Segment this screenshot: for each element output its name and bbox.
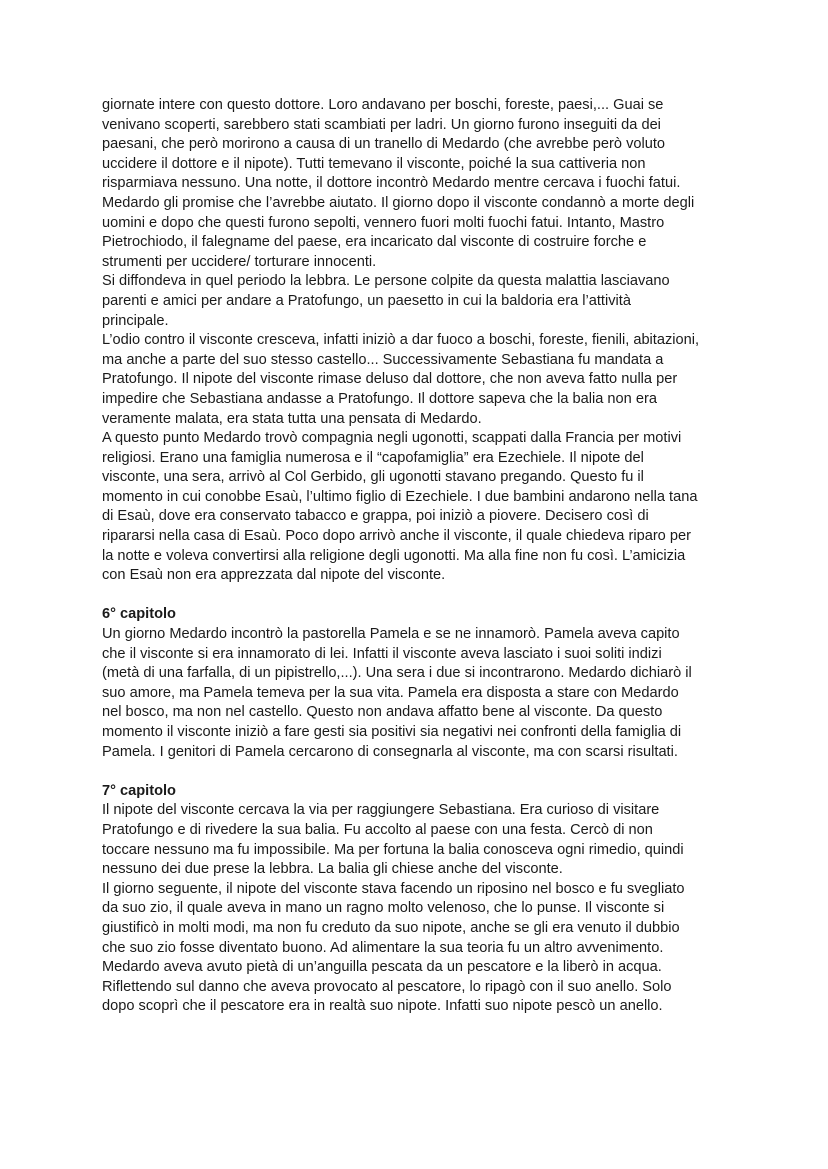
- chapter-heading: 7° capitolo: [102, 782, 176, 799]
- text-line: ma anche a parte del suo stesso castello... Successivamente Sebastiana fu mandata a: [102, 351, 664, 368]
- text-line: con Esaù non era apprezzata dal nipote del visconte.: [102, 567, 446, 584]
- paragraph: [102, 331, 742, 429]
- text-line: Il nipote del visconte cercava la via per raggiungere Sebastiana. Era curioso di visitare: [102, 802, 660, 819]
- text-line: A questo punto Medardo trovò compagnia negli ugonotti, scappati dalla Francia per motivi: [102, 430, 682, 447]
- text-line: la notte e voleva convertirsi alla religione degli ugonotti. Ma alla fine non fu così. L’amicizia: [102, 547, 686, 564]
- text-line: strumenti per uccidere/ torturare innocenti.: [102, 253, 377, 270]
- text-line: uccidere il dottore e il nipote). Tutti temevano il visconte, poiché la sua cattiveria non: [102, 155, 646, 172]
- text-line: che il visconte si era innamorato di lei. Infatti il visconte aveva lasciato i suoi soliti indizi: [102, 645, 662, 662]
- text-line: ripararsi nella casa di Esaù. Poco dopo arrivò anche il visconte, il quale chiedeva riparo per: [102, 528, 691, 545]
- text-line: visconte, una sera, arrivò al Col Gerbido, gli ugonotti stavano pregando. Questo fu il: [102, 469, 644, 486]
- paragraph: [102, 429, 742, 586]
- text-line: giornate intere con questo dottore. Loro andavano per boschi, foreste, paesi,... Guai se: [102, 97, 664, 113]
- paragraph: [102, 625, 742, 762]
- section: [102, 586, 742, 762]
- paragraph: [102, 96, 742, 272]
- text-line: Pietrochiodo, il falegname del paese, era incaricato dal visconte di costruire forche e: [102, 234, 647, 251]
- text-line: nessuno dei due prese la lebbra. La balia gli chiese anche del visconte.: [102, 861, 563, 878]
- paragraph: [102, 880, 742, 1017]
- text-line: dopo scoprì che il pescatore era in realtà suo nipote. Infatti suo nipote pescò un anello.: [102, 998, 663, 1015]
- text-line: impedire che Sebastiana andasse a Pratofungo. Il dottore sapeva che la balia non era: [102, 390, 657, 407]
- chapter-heading: 6° capitolo: [102, 606, 176, 623]
- text-line: che suo zio fosse diventato buono. Ad alimentare la sua teoria fu un altro avvenimento.: [102, 939, 664, 956]
- text-line: L’odio contro il visconte cresceva, infatti iniziò a dar fuoco a boschi, foreste, fienili, abitazioni,: [102, 332, 700, 349]
- text-line: momento in cui conobbe Esaù, l’ultimo figlio di Ezechiele. I due bambini andarono nella tana: [102, 488, 698, 505]
- text-line: Pamela. I genitori di Pamela cercarono di consegnarla al visconte, ma con scarsi risultati.: [102, 743, 678, 760]
- text-line: paesani, che però morirono a causa di un tranello di Medardo (che avrebbe però voluto: [102, 136, 666, 153]
- text-line: uomini e dopo che questi furono sepolti, vennero fuori molti fuochi fatui. Intanto, Mastro: [102, 214, 665, 231]
- paragraph: [102, 272, 742, 331]
- blank-line: [102, 586, 742, 606]
- section: [102, 762, 742, 1017]
- text-line: venivano scoperti, sarebbero stati scambiati per ladri. Un giorno furono inseguiti da dei: [102, 116, 661, 133]
- text-line: nel bosco, ma non nel castello. Questo non andava affatto bene al visconte. Da questo: [102, 704, 663, 721]
- text-line: Medardo gli promise che l’avrebbe aiutato. Il giorno dopo il visconte condannò a morte degli: [102, 194, 695, 211]
- text-line: di Esaù, dove era conservato tabacco e grappa, poi iniziò a piovere. Decisero così di: [102, 508, 649, 525]
- text-line: veramente malata, era stata tutta una pensata di Medardo.: [102, 410, 482, 427]
- text-line: parenti e amici per andare a Pratofungo, un paesetto in cui la baldoria era l’attività: [102, 292, 631, 309]
- text-line: religiosi. Erano una famiglia numerosa e il “capofamiglia” era Ezechiele. Il nipote del: [102, 449, 644, 466]
- text-line: Un giorno Medardo incontrò la pastorella Pamela e se ne innamorò. Pamela aveva capito: [102, 626, 680, 643]
- text-line: giustificò in molti modi, ma non fu creduto da suo nipote, anche se gli era venuto il dubbio: [102, 919, 680, 936]
- text-line: Pratofungo e di rivedere la sua balia. Fu accolto al paese con una festa. Cercò di non: [102, 821, 653, 838]
- text-line: Il giorno seguente, il nipote del visconte stava facendo un riposino nel bosco e fu svegliato: [102, 880, 685, 897]
- text-line: da suo zio, il quale aveva in mano un ragno molto velenoso, che lo punse. Il visconte si: [102, 900, 665, 917]
- text-line: toccare nessuno ma fu impossibile. Ma per fortuna la balia conosceva ogni rimedio, quindi: [102, 841, 684, 858]
- section: [102, 96, 742, 586]
- text-line: suo amore, ma Pamela temeva per la sua vita. Pamela era disposta a stare con Medardo: [102, 684, 679, 701]
- text-line: risparmiava nessuno. Una notte, il dottore incontrò Medardo mentre cercava i fuochi fatui.: [102, 175, 681, 192]
- text-line: (metà di una farfalla, di un pipistrello,...). Una sera i due si incontrarono. Medardo dichiarò il: [102, 665, 692, 682]
- text-line: principale.: [102, 312, 169, 329]
- text-line: Riflettendo sul danno che aveva provocato al pescatore, lo ripagò con il suo anello. Solo: [102, 978, 672, 995]
- text-line: Si diffondeva in quel periodo la lebbra. Le persone colpite da questa malattia lasciavano: [102, 273, 670, 290]
- document-page: [102, 96, 742, 1017]
- text-line: momento il visconte iniziò a fare gesti sia positivi sia negativi nei confronti della famiglia di: [102, 724, 682, 740]
- text-line: Pratofungo. Il nipote del visconte rimase deluso dal dottore, che non aveva fatto nulla per: [102, 371, 678, 388]
- blank-line: [102, 762, 742, 782]
- paragraph: [102, 801, 742, 879]
- text-line: Medardo aveva avuto pietà di un’anguilla pescata da un pescatore e la liberò in acqua.: [102, 959, 662, 976]
